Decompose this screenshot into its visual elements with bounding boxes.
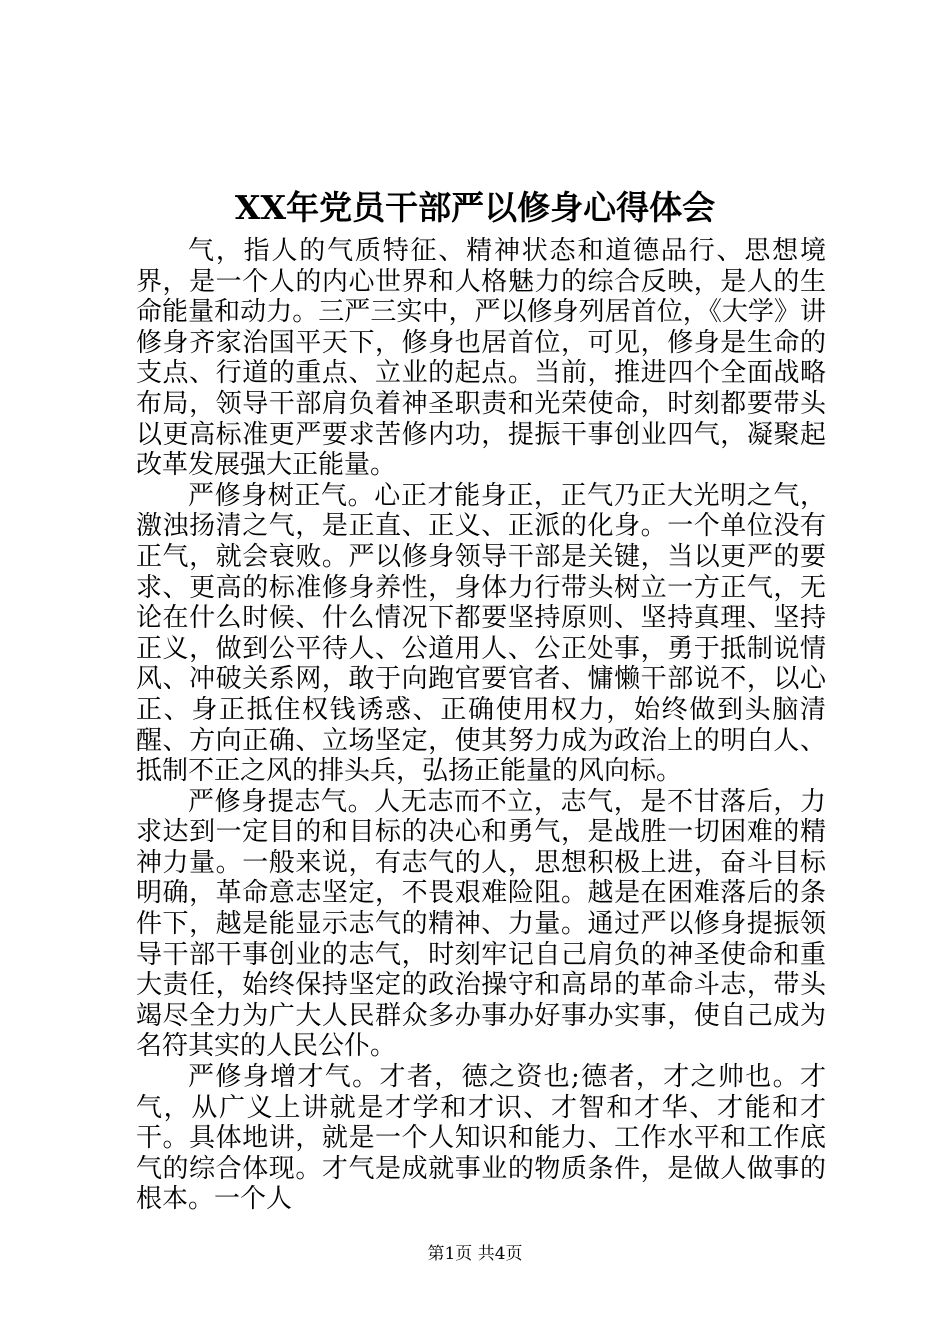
page-number-footer: 第1页 共4页 [427,1244,523,1264]
document-body [136,236,826,1215]
paragraph-zhengqi: 严修身树正气。心正才能身正，正气乃正大光明之气，激浊扬清之气，是正直、正义、正派的化身。一个单位没有正气，就会衰败。严以修身领导干部是关键，当以更严的要求、更高的标准修身养性，身体力行带头树立一方正气，无论在什么时候、什么情况下都要坚持原则、坚持真理、坚持正义，做到公平待人、公道用人、公正处事，勇于抵制说情风、冲破关系网，敢于向跑官要官者、慵懒干部说不，以心正、身正抵住权钱诱惑、正确使用权力，始终做到头脑清醒、方向正确、立场坚定，使其努力成为政治上的明白人、抵制不正之风的排头兵，弘扬正能量的风向标。 [136,480,826,787]
paragraph-zhiqi: 严修身提志气。人无志而不立，志气，是不甘落后，力求达到一定目的和目标的决心和勇气，是战胜一切困难的精神力量。一般来说，有志气的人，思想积极上进，奋斗目标明确，革命意志坚定，不畏艰难险阻。越是在困难落后的条件下，越是能显示志气的精神、力量。通过严以修身提振领导干部干事创业的志气，时刻牢记自己肩负的神圣使命和重大责任，始终保持坚定的政治操守和高昂的革命斗志，带头竭尽全力为广大人民群众多办事办好事办实事，使自己成为名符其实的人民公仆。 [136,786,826,1062]
document-title: XX年党员干部严以修身心得体会 [234,188,716,227]
paragraph-intro: 气，指人的气质特征、精神状态和道德品行、思想境界，是一个人的内心世界和人格魅力的综合反映，是人的生命能量和动力。三严三实中，严以修身列居首位，《大学》讲修身齐家治国平天下，修身也居首位，可见，修身是生命的支点、行道的重点、立业的起点。当前，推进四个全面战略布局，领导干部肩负着神圣职责和光荣使命，时刻都要带头以更高标准更严要求苦修内功，提振干事创业四气，凝聚起改革发展强大正能量。 [136,236,826,481]
paragraph-caiqi: 严修身增才气。才者，德之资也;德者，才之帅也。才气，从广义上讲就是才学和才识、才智和才华、才能和才干。具体地讲，就是一个人知识和能力、工作水平和工作底气的综合体现。才气是成就事业的物质条件，是做人做事的根本。一个人 [136,1062,826,1215]
